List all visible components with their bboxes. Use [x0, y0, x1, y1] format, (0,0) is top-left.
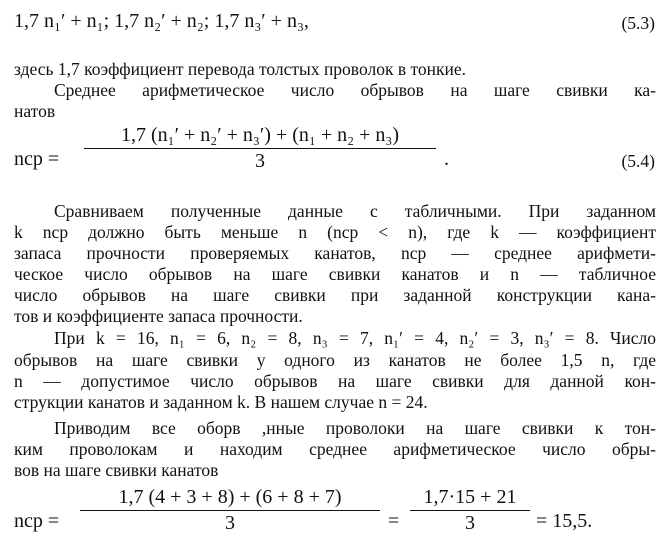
- equation-final-fraction-1: [80, 486, 380, 534]
- text-line: струкции канатов и заданном k. В нашем случае n = 24.: [14, 392, 428, 412]
- fraction-numerator: 1,7 (4 + 3 + 8) + (6 + 8 + 7): [118, 486, 342, 508]
- text-line: Приводим все оборв ,нные проволоки на шаге свивки к тон-: [54, 418, 656, 438]
- equation-5-4-period: .: [444, 148, 449, 170]
- text-line: n — допустимое число обрывов на шаге свивки для данной кон-: [14, 371, 656, 391]
- fraction-denominator: 3: [225, 512, 235, 534]
- fraction-denominator: 3: [255, 150, 265, 172]
- equation-5-3: 1,7 n₁′ + n₁; 1,7 n₂′ + n₂; 1,7 n₃′ + n₃,: [14, 10, 309, 32]
- equation-number-5-3: (5.3): [621, 13, 655, 33]
- text-line: запаса прочности проверяемых канатов, nср — среднее арифмети-: [14, 243, 656, 263]
- text-line: обрывов на шаге свивки у одного из канатов не более 1,5 n, где: [14, 350, 656, 370]
- equation-5-4-fraction: [84, 124, 436, 172]
- text-line: ческое число обрывов на шаге свивки канатов и n — табличное: [14, 264, 656, 284]
- text-line: Сравниваем полученные данные с табличными. При заданном: [54, 201, 656, 221]
- equation-final-equals: =: [388, 510, 400, 532]
- text-line: натов: [14, 101, 56, 121]
- equation-5-4-lhs: nср =: [14, 148, 60, 170]
- text-line: k nср должно быть меньше n (nср < n), где k — коэффициент: [14, 222, 656, 242]
- fraction-numerator: 1,7 (n₁′ + n₂′ + n₃′) + (n₁ + n₂ + n₃): [121, 124, 399, 146]
- fraction-denominator: 3: [465, 512, 475, 534]
- text-line: здесь 1,7 коэффициент перевода толстых проволок в тонкие.: [14, 59, 467, 79]
- fraction-bar: [84, 148, 436, 149]
- equation-number-5-4: (5.4): [621, 151, 655, 171]
- text-line: число обрывов на шаге свивки при заданной конструкции кана-: [14, 285, 656, 305]
- text-line: При k = 16, n₁ = 6, n₂ = 8, n₃ = 7, n₁′ = 4, n₂′ = 3, n₃′ = 8. Число: [54, 328, 656, 348]
- fraction-bar: [80, 510, 380, 511]
- equation-final-lhs: nср =: [14, 510, 60, 532]
- fraction-bar: [410, 510, 530, 511]
- text-line: вов на шаге свивки канатов: [14, 460, 219, 480]
- text-line: тов и коэффициенте запаса прочности.: [14, 306, 303, 326]
- text-line: Среднее арифметическое число обрывов на шаге свивки ка-: [54, 80, 656, 100]
- equation-final-fraction-2: [410, 486, 530, 534]
- equation-final-result: = 15,5.: [536, 510, 593, 532]
- text-line: ким проволокам и находим среднее арифметическое число обры-: [14, 439, 656, 459]
- fraction-numerator: 1,7·15 + 21: [423, 486, 517, 508]
